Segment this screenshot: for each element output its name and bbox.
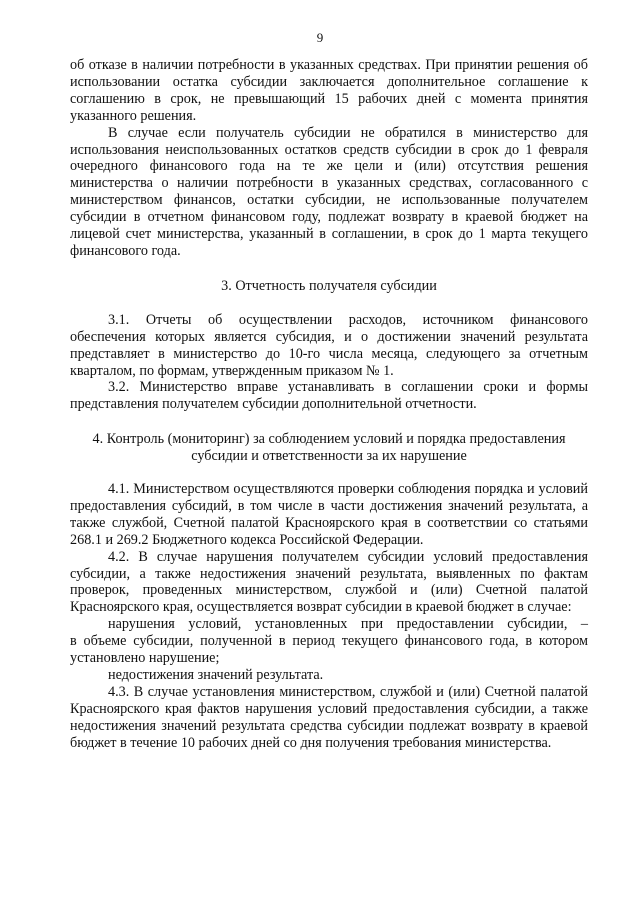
paragraph-4-3: 4.3. В случае установления министерством, службой и (или) Счетной палатой Красноярского края фактов нарушения условий предоставления субсидии, а также недостижения значений результата средства субсидии подлежат возврату в краевой бюджет в течение 10 рабочих дней со дня получения требования министерства. (70, 683, 588, 751)
document-body (70, 57, 588, 752)
paragraph-unused-balances: В случае если получатель субсидии не обратился в министерство для использования неиспользованных остатков средств субсидии в срок до 1 февраля очередного финансового года на те же цели и (или) отсутствия решения министерства о наличии потребности в указанных средствах, согласованного с министерством финансов, остатки субсидии, не использованные получателем субсидии в отчетном финансовом году, подлежат возврату в краевой бюджет на лицевой счет министерства, указанный в соглашении, в срок до 1 марта текущего финансового года. (70, 124, 588, 259)
section-4-heading-line-2: субсидии и ответственности за их нарушение (191, 448, 467, 465)
paragraph-4-1: 4.1. Министерством осуществляются проверки соблюдения порядка и условий предоставления субсидий, в том числе в части достижения значений результата, а также службой, Счетной палатой Красноярского края в соответствии со статьями 268.1 и 269.2 Бюджетного кодекса Российской Федерации. (70, 481, 588, 548)
paragraph-4-2-case-2: недостижения значений результата. (108, 667, 324, 683)
page-number: 9 (316, 30, 324, 45)
paragraph-4-2-case-1-line-1: нарушения условий, установленных при предоставлении субсидии, – (108, 616, 588, 633)
paragraph-3-1: 3.1. Отчеты об осуществлении расходов, источником финансового обеспечения которых является субсидия, и о достижении значений результата представляет в министерство до 10-го числа месяца, следующего за отчетным кварталом, по формам, утвержденным приказом № 1. (70, 311, 588, 379)
section-4-heading-line-1: 4. Контроль (мониторинг) за соблюдением условий и порядка предоставления (92, 431, 566, 448)
paragraph-3-2: 3.2. Министерство вправе устанавливать в соглашении сроки и формы представления получателем субсидии дополнительной отчетности. (70, 379, 588, 413)
paragraph-remainder: об отказе в наличии потребности в указанных средствах. При принятии решения об использовании остатка субсидии заключается дополнительное соглашение к соглашению в срок, не превышающий 15 рабочих дней с момента принятия указанного решения. (70, 57, 588, 124)
section-3-heading: 3. Отчетность получателя субсидии (221, 277, 437, 294)
paragraph-4-2: 4.2. В случае нарушения получателем субсидии условий предоставления субсидии, а также недостижения значений результата, выявленных по фактам проверок, проведенных министерством, службой и (или) Счетной палатой Красноярского края, осуществляется возврат субсидии в краевой бюджет в случае: (70, 548, 588, 616)
paragraph-4-2-case-1-rest: в объеме субсидии, полученной в период текущего финансового года, в котором установлено нарушение; (70, 633, 588, 667)
